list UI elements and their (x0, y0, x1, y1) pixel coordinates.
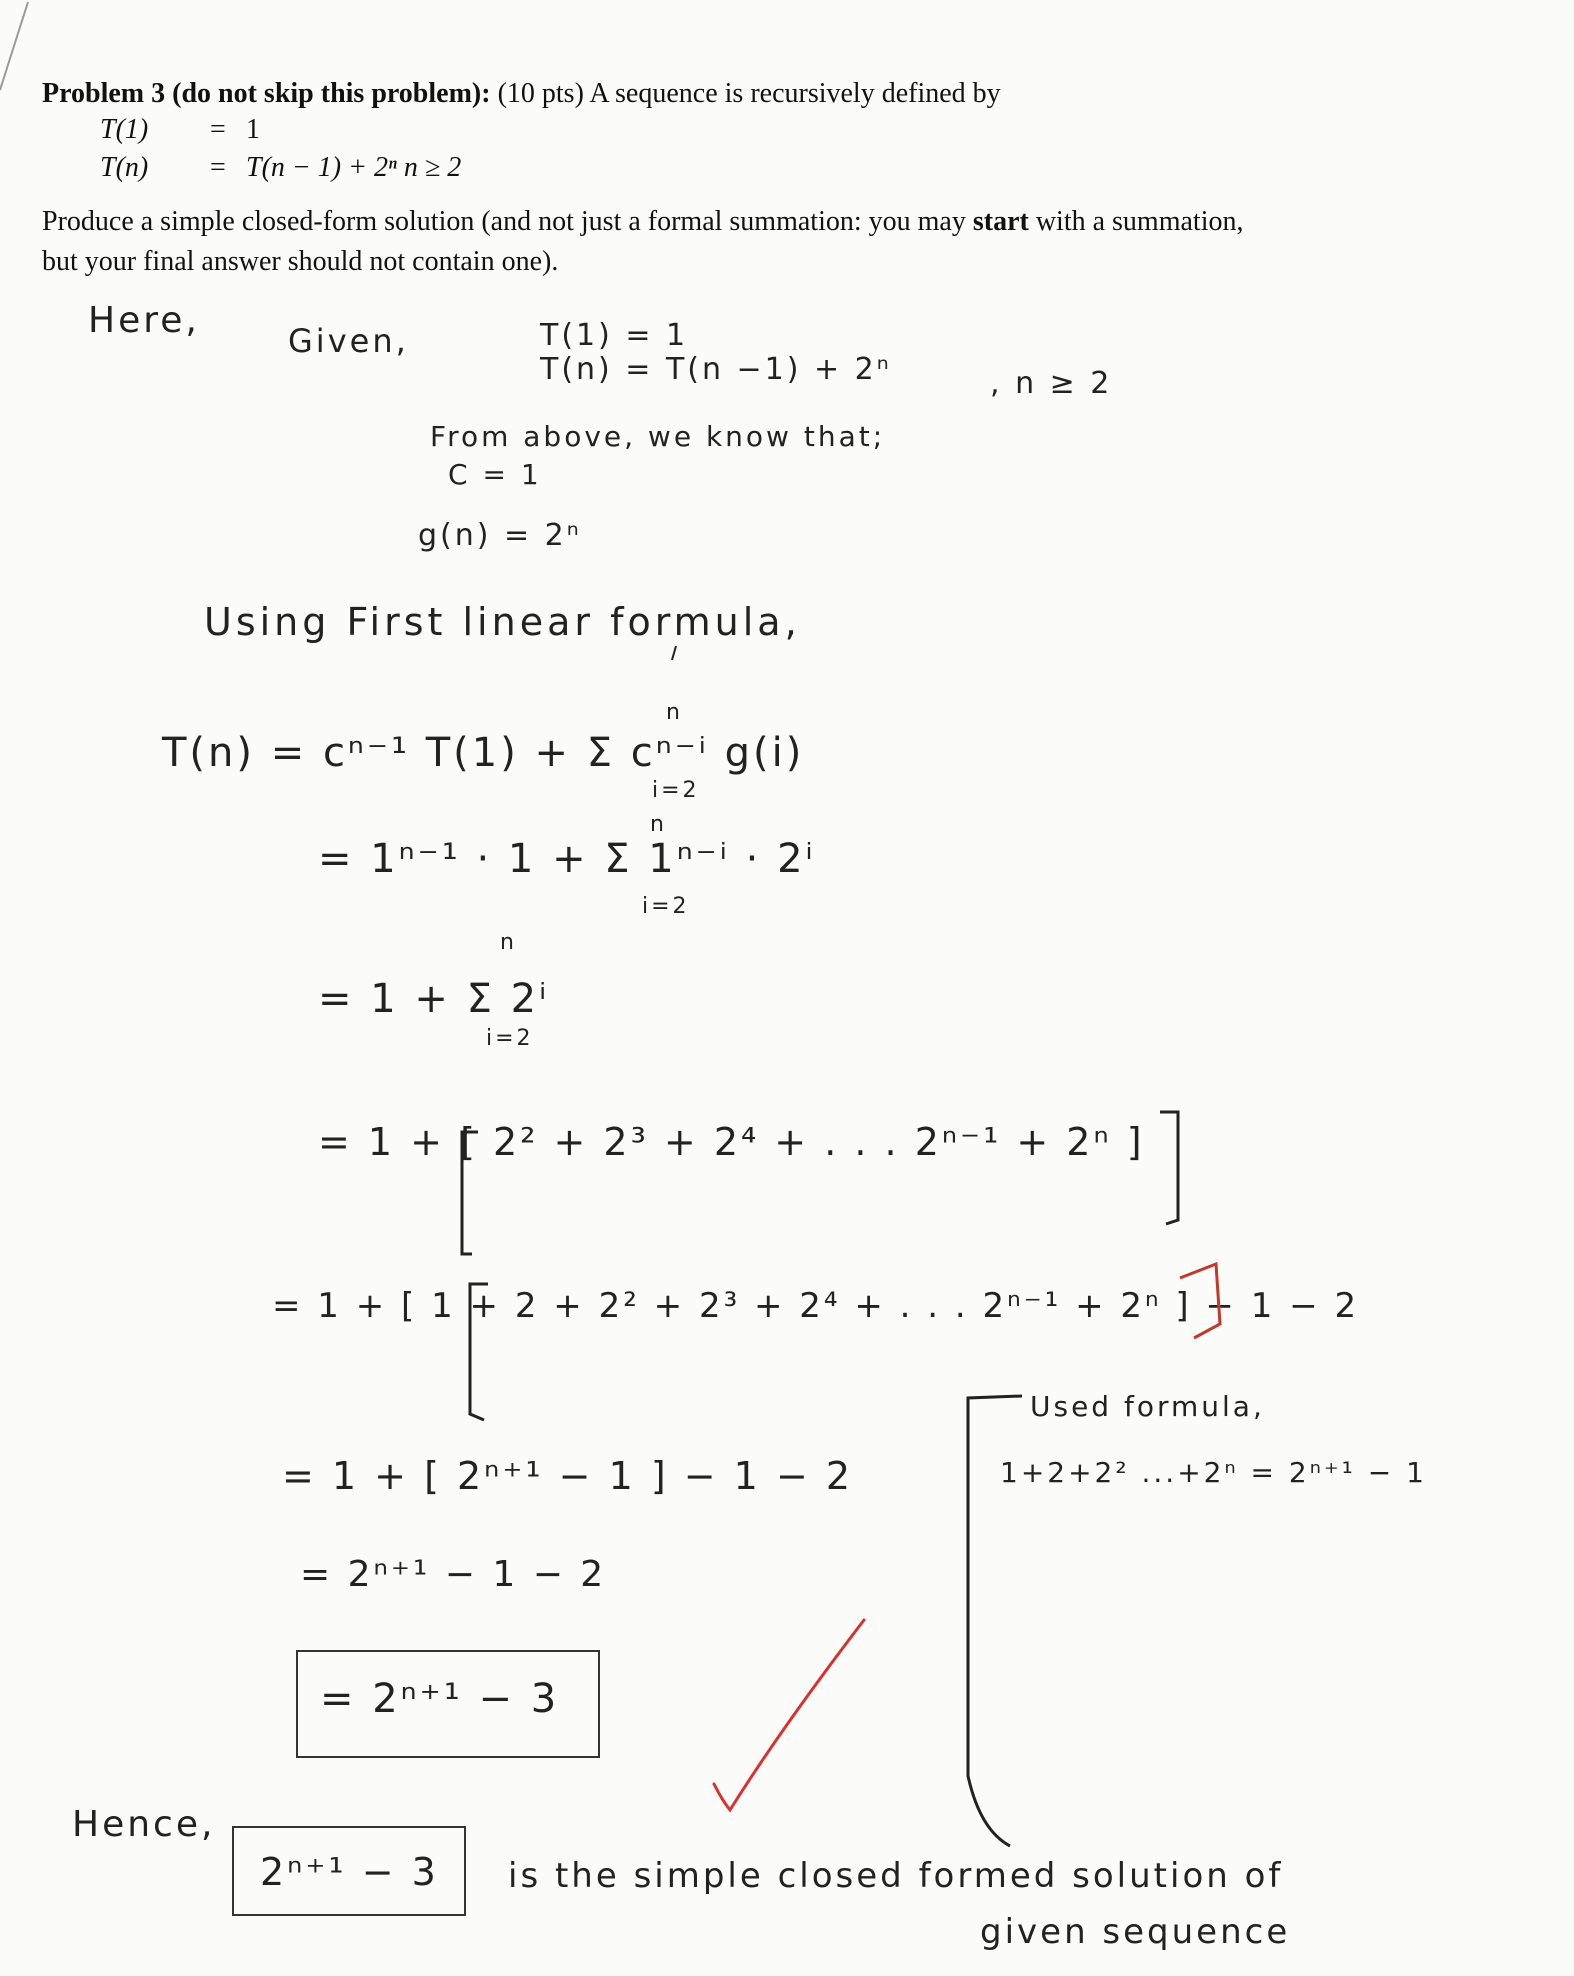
hw-step-8: = 2ⁿ⁺¹ − 3 (320, 1676, 560, 1722)
def-eq-2: = (210, 152, 226, 183)
hw-given: Given, (288, 322, 409, 360)
hw-step-1: T(n) = cⁿ⁻¹ T(1) + Σ cⁿ⁻ⁱ g(i) (162, 730, 805, 776)
hw-given-1: T(1) = 1 (540, 318, 689, 353)
hw-g-value: g(n) = 2ⁿ (418, 518, 582, 553)
ink-tick (672, 646, 676, 660)
hw-step-5: = 1 + [ 1 + 2 + 2² + 2³ + 2⁴ + . . . 2ⁿ⁻¹ + 2ⁿ ] − 1 − 2 (272, 1286, 1360, 1326)
problem-intro: A sequence is recursively defined by (589, 78, 1001, 109)
hw-final-text-2: given sequence (980, 1912, 1291, 1952)
problem-points: (10 pts) (497, 78, 584, 109)
hw-step-4: = 1 + [ 2² + 2³ + 2⁴ + . . . 2ⁿ⁻¹ + 2ⁿ ] (318, 1120, 1145, 1164)
def-rhs-2: T(n − 1) + 2ⁿ n ≥ 2 (246, 152, 462, 183)
instructions-line-2: but your final answer should not contain one). (42, 246, 559, 277)
hw-given-cond: , n ≥ 2 (990, 366, 1113, 401)
hw-step-2-limit-top: n (650, 812, 667, 837)
step-4-right-bracket (1160, 1112, 1178, 1224)
step-5-left-bracket (470, 1284, 488, 1420)
hw-step-1-limit-bottom: i=2 (652, 778, 700, 803)
hw-final-box: 2ⁿ⁺¹ − 3 (260, 1850, 439, 1894)
instr-bold: start (972, 206, 1029, 237)
hw-formula: 1+2+2² ...+2ⁿ = 2ⁿ⁺¹ − 1 (1000, 1456, 1427, 1489)
step-5-right-bracket (1180, 1264, 1220, 1338)
hw-step-1-limit-top: n (666, 700, 683, 725)
hw-step-7: = 2ⁿ⁺¹ − 1 − 2 (300, 1554, 607, 1595)
hw-step-2-limit-bottom: i=2 (642, 894, 690, 919)
step-4-left-bracket (462, 1132, 478, 1254)
instr-text-a: Produce a simple closed-form solution (and not just a formal summation: you may (42, 206, 973, 237)
hw-given-2: T(n) = T(n −1) + 2ⁿ (540, 352, 892, 387)
hw-from-above: From above, we know that; (430, 420, 886, 453)
check-mark-icon (714, 1620, 864, 1810)
def-rhs-1: 1 (246, 114, 260, 145)
hw-step-3-limit-bottom: i=2 (486, 1026, 534, 1051)
def-eq-1: = (210, 114, 226, 145)
hw-step-6: = 1 + [ 2ⁿ⁺¹ − 1 ] − 1 − 2 (282, 1454, 854, 1498)
hw-hence: Hence, (72, 1804, 216, 1845)
hw-step-2: = 1ⁿ⁻¹ · 1 + Σ 1ⁿ⁻ⁱ · 2ⁱ (318, 836, 816, 882)
hw-final-text: is the simple closed formed solution of (508, 1856, 1284, 1896)
hw-here: Here, (88, 300, 200, 341)
problem-heading: Problem 3 (do not skip this problem): (42, 78, 491, 109)
def-lhs-1: T(1) (100, 114, 149, 145)
hw-step-3-limit-top: n (500, 930, 517, 955)
def-lhs-2: T(n) (100, 152, 149, 183)
hw-using-formula: Using First linear formula, (204, 600, 801, 644)
instr-text-b: with a summation, (1028, 206, 1244, 237)
hw-step-3: = 1 + Σ 2ⁱ (318, 976, 550, 1022)
used-formula-bracket (968, 1396, 1022, 1846)
hw-c-value: C = 1 (448, 458, 542, 491)
corner-scan-mark (0, 2, 28, 90)
hw-used-formula: Used formula, (1030, 1390, 1265, 1423)
